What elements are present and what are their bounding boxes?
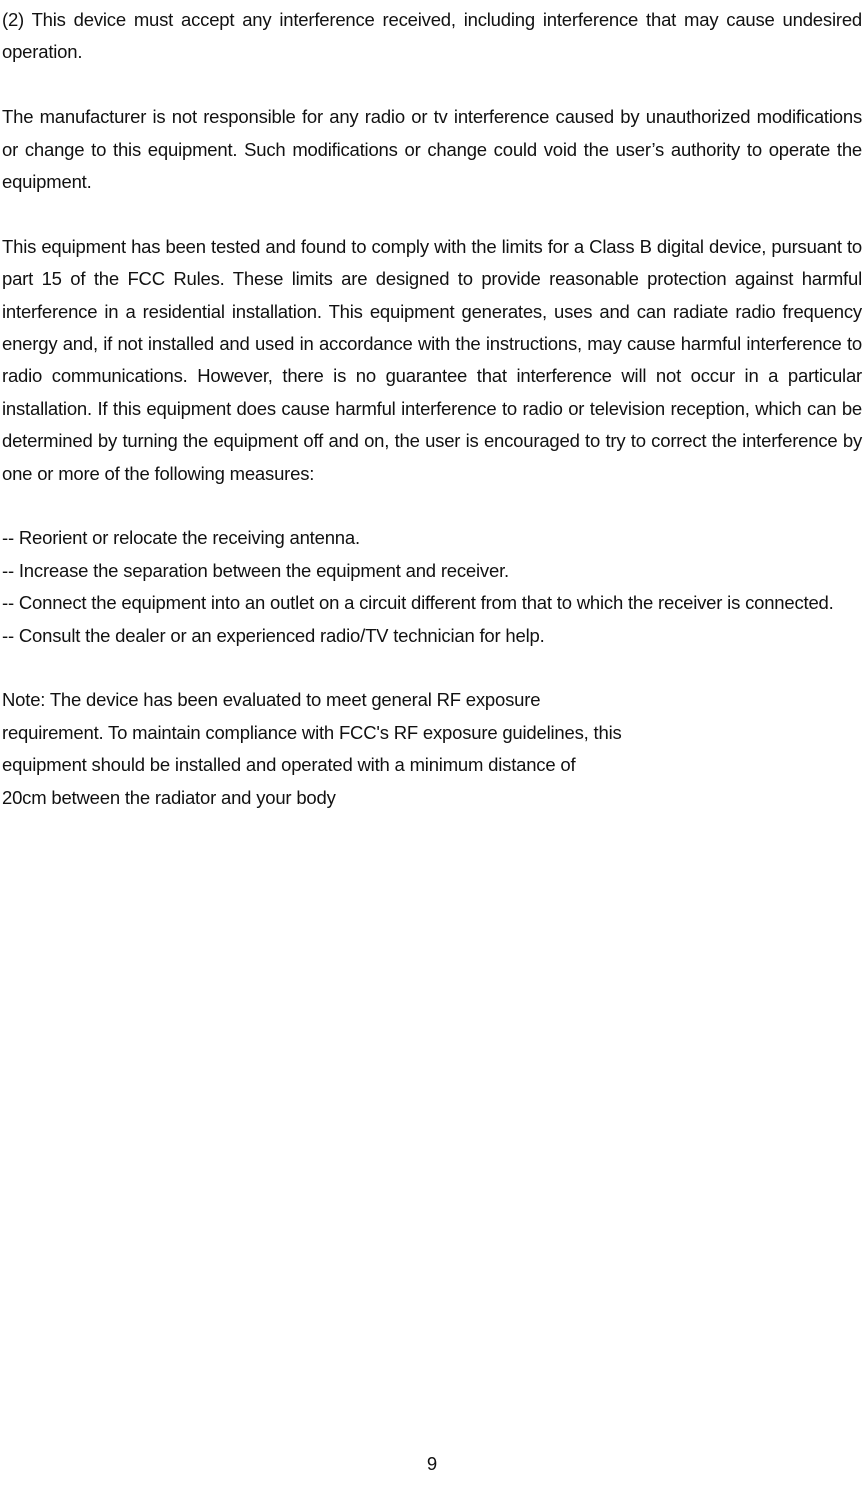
document-body — [2, 4, 862, 814]
measure-item-reorient: -- Reorient or relocate the receiving antenna. — [2, 527, 360, 549]
note-line: Note: The device has been evaluated to meet general RF exposure — [2, 689, 541, 711]
paragraph-class-b-compliance: This equipment has been tested and found to comply with the limits for a Class B digital device, pursuant to part 15 of the FCC Rules. These limits are designed to provide reasonable protection against harmful interference in a residential installation. This equipment generates, uses and can radiate radio frequency energy and, if not installed and used in accordance with the instructions, may cause harmful interference to radio communications. However, there is no guarantee that interference will not occur in a particular installation. If this equipment does cause harmful interference to radio or television reception, which can be determined by turning the equipment off and on, the user is encouraged to try to correct the interference by one or more of the following measures: — [2, 235, 862, 484]
note-line: requirement. To maintain compliance with FCC's RF exposure guidelines, this — [2, 721, 622, 743]
measures-list — [2, 522, 862, 652]
measure-item-outlet: -- Connect the equipment into an outlet on a circuit different from that to which the receiver is connected. — [2, 592, 834, 614]
page-number: 9 — [426, 1453, 438, 1474]
note-line: 20cm between the radiator and your body — [2, 786, 336, 808]
paragraph-spacer — [2, 652, 862, 684]
paragraph-manufacturer-disclaimer: The manufacturer is not responsible for any radio or tv interference caused by unauthorized modifications or change to this equipment. Such modifications or change could void the user’s authority to operate the equipment. — [2, 106, 862, 193]
paragraph-spacer — [2, 490, 862, 522]
rf-exposure-note — [2, 684, 862, 814]
paragraph-condition-2: (2) This device must accept any interference received, including interference that may cause undesired operation. — [2, 9, 862, 63]
paragraph-spacer — [2, 69, 862, 101]
paragraph-spacer — [2, 198, 862, 230]
measure-item-consult: -- Consult the dealer or an experienced radio/TV technician for help. — [2, 624, 545, 646]
measure-item-separation: -- Increase the separation between the equipment and receiver. — [2, 559, 509, 581]
note-line: equipment should be installed and operated with a minimum distance of — [2, 754, 576, 776]
